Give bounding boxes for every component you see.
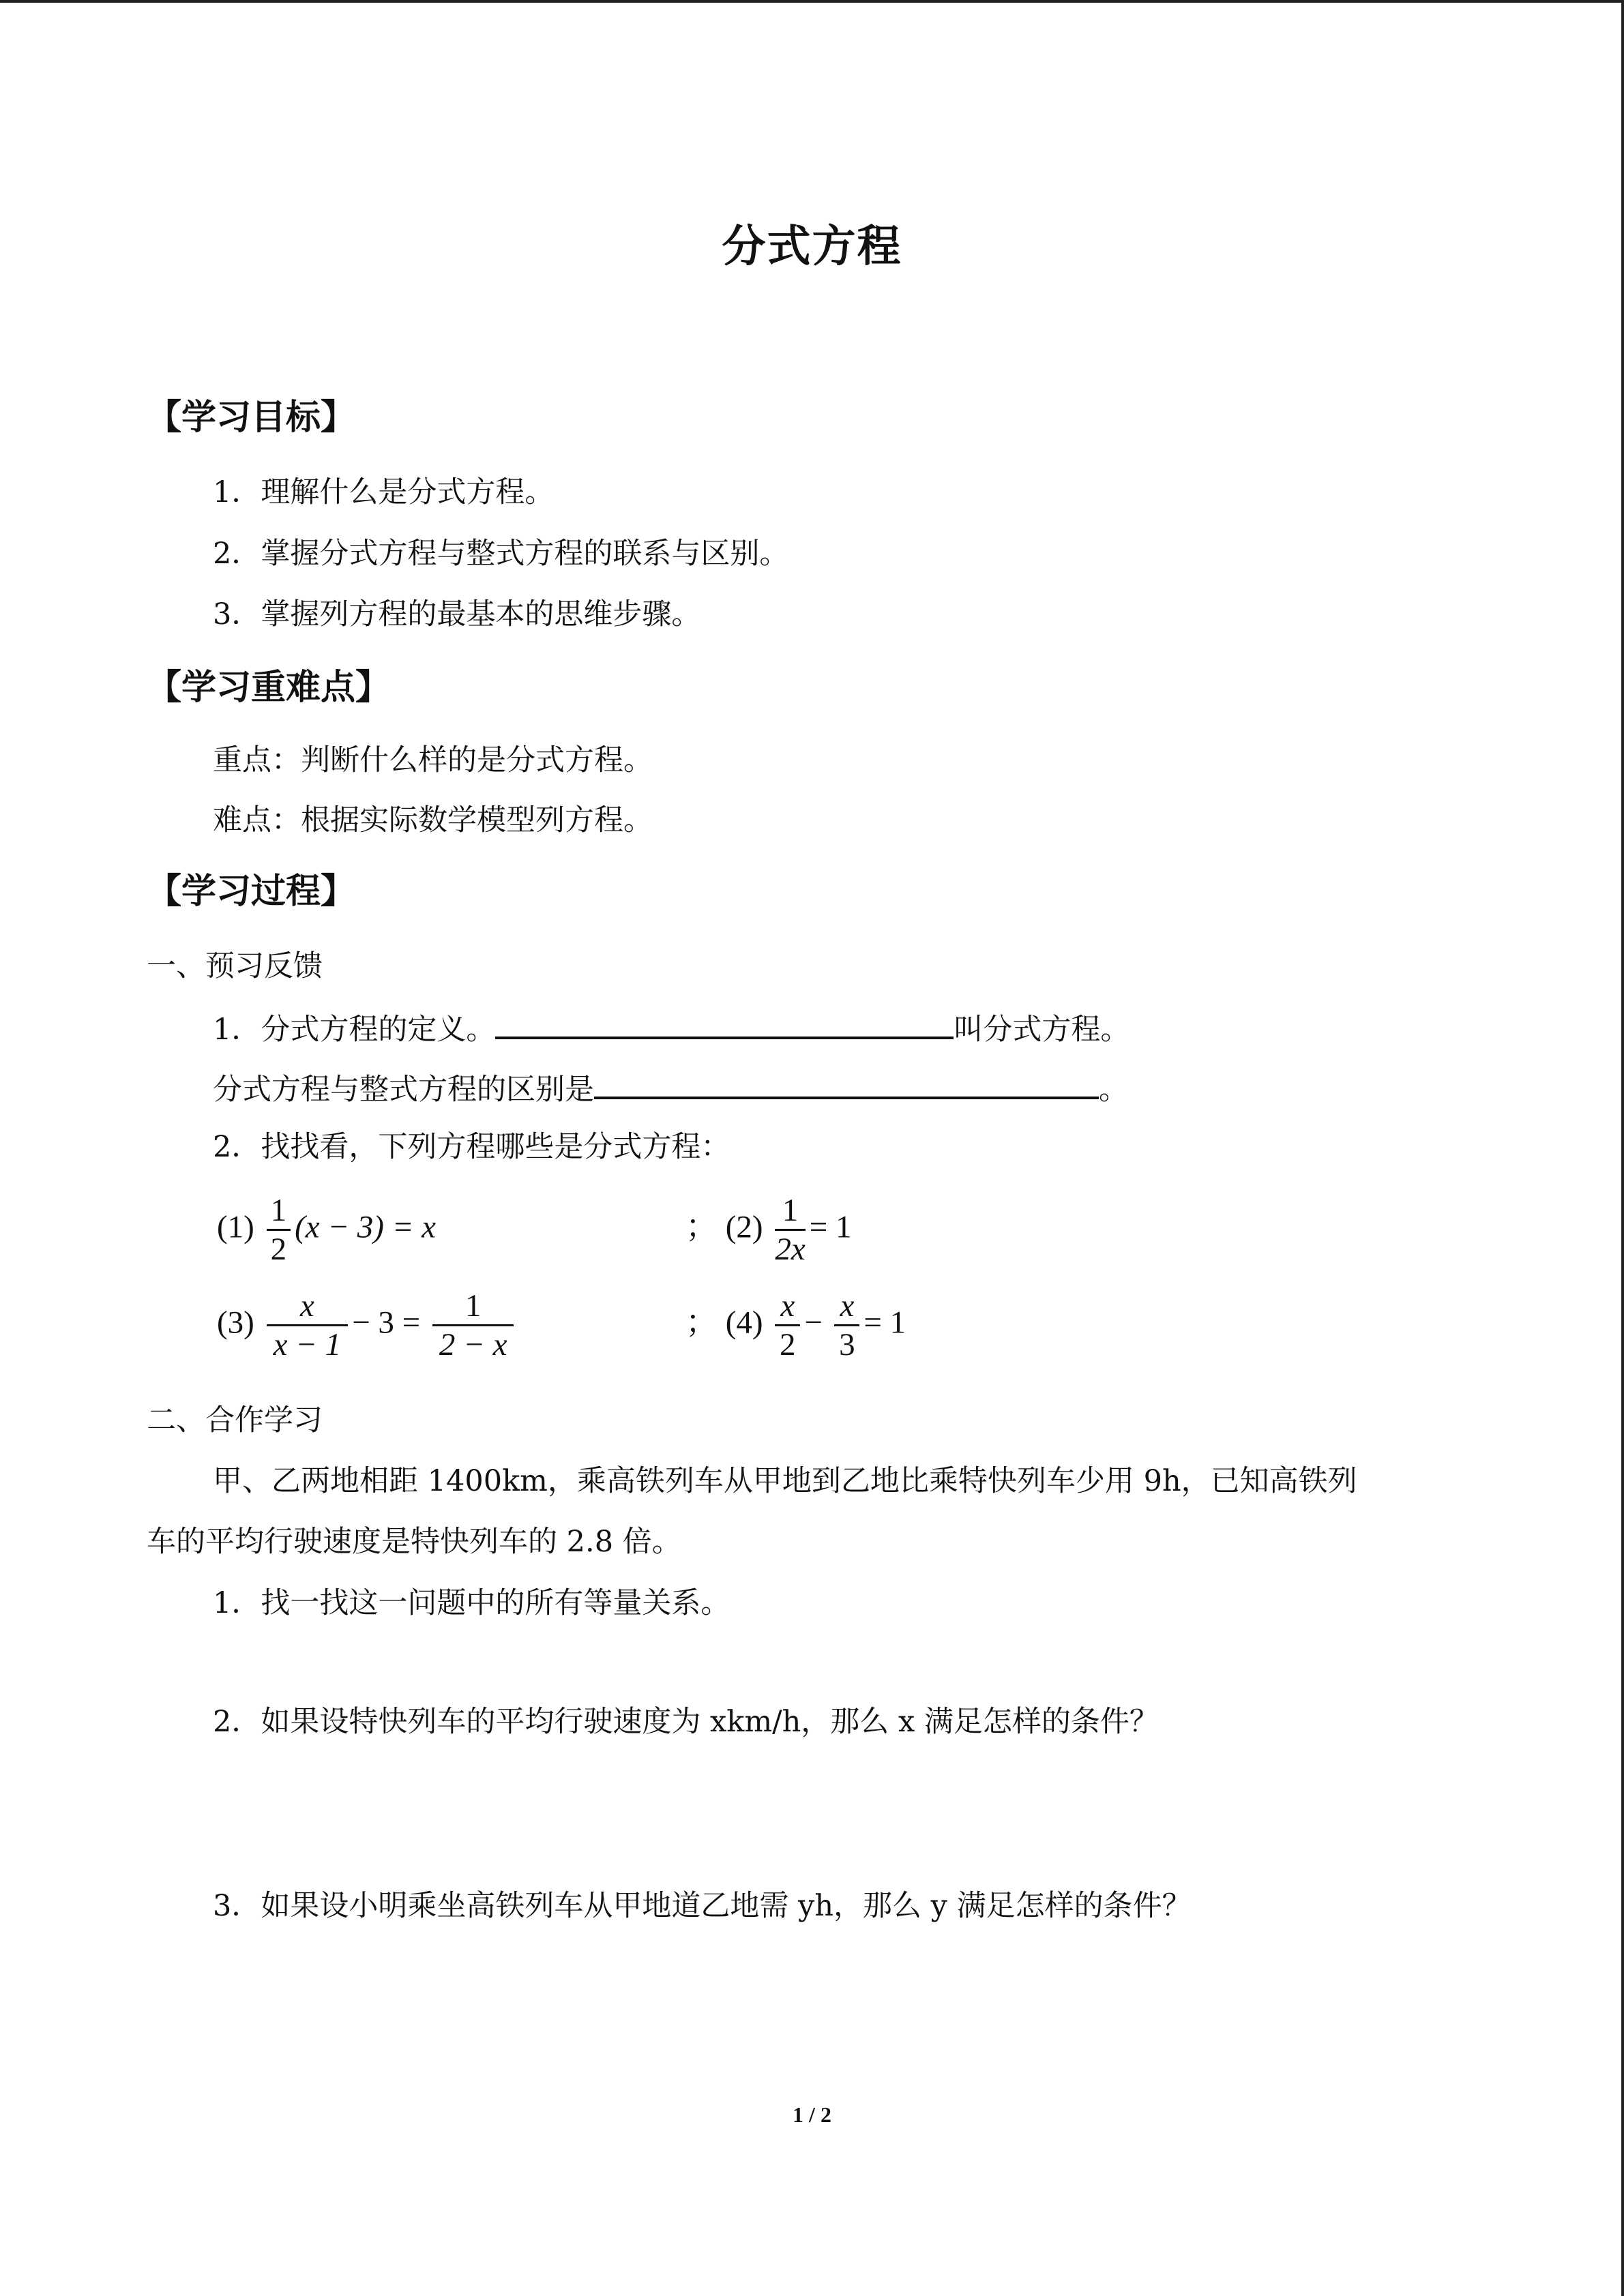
denominator: 2 — [270, 1232, 287, 1268]
page-number: 1 / 2 — [793, 2102, 831, 2127]
equation-operator: − 3 = — [352, 1304, 421, 1341]
denominator: 2x — [775, 1232, 806, 1268]
separator: ； — [685, 1304, 718, 1341]
denominator: 2 − x — [439, 1327, 507, 1363]
cooperate-question-2: 2．如果设特快列车的平均行驶速度为 xkm/h，那么 x 满足怎样的条件？ — [213, 1705, 1159, 1739]
preview-section-title: 一、预习反馈 — [147, 949, 323, 983]
separator: ； — [685, 1209, 718, 1245]
numerator: x — [834, 1287, 859, 1326]
cooperate-question-1: 1．找一找这一问题中的所有等量关系。 — [213, 1586, 730, 1620]
problem-text-line2: 车的平均行驶速度是特快列车的 2.8 倍。 — [147, 1525, 681, 1559]
key-points-heading: 【学习重难点】 — [147, 668, 391, 708]
objective-item: 1．理解什么是分式方程。 — [213, 475, 555, 509]
difference-suffix: 。 — [1099, 1073, 1128, 1107]
focus-text: 重点：判断什么样的是分式方程。 — [213, 743, 653, 777]
equation-1 — [217, 1192, 436, 1268]
equation-2 — [685, 1192, 851, 1268]
difficulty-text: 难点：根据实际数学模型列方程。 — [213, 803, 653, 837]
equation-expression: (x − 3) = x — [295, 1209, 437, 1245]
difference-prefix: 分式方程与整式方程的区别是 — [213, 1073, 594, 1107]
definition-prefix: 1．分式方程的定义。 — [213, 1013, 496, 1047]
cooperate-section-title: 二、合作学习 — [147, 1403, 323, 1437]
definition-suffix: 叫分式方程。 — [954, 1013, 1130, 1047]
fraction — [775, 1287, 800, 1363]
process-heading: 【学习过程】 — [147, 871, 356, 912]
objective-item: 2．掌握分式方程与整式方程的联系与区别。 — [213, 537, 789, 571]
fraction — [432, 1287, 514, 1363]
objectives-heading: 【学习目标】 — [147, 398, 356, 438]
find-equations-question: 2．找找看，下列方程哪些是分式方程： — [213, 1130, 730, 1164]
numerator: 1 — [775, 1192, 805, 1231]
equation-label: (3) — [217, 1304, 254, 1341]
numerator: x — [267, 1287, 349, 1326]
problem-text-line1: 甲、乙两地相距 1400km，乘高铁列车从甲地到乙地比乘特快列车少用 9h，已知高铁列 — [213, 1464, 1357, 1498]
numerator: x — [775, 1287, 800, 1326]
numerator: 1 — [432, 1287, 514, 1326]
equation-expression: = 1 — [809, 1209, 852, 1245]
fraction — [267, 1192, 291, 1268]
denominator: 2 — [780, 1327, 796, 1362]
page-title: 分式方程 — [722, 222, 902, 272]
numerator: 1 — [267, 1192, 291, 1231]
fraction — [267, 1287, 349, 1363]
denominator: x − 1 — [273, 1327, 342, 1363]
equation-operator: − — [804, 1304, 823, 1341]
definition-question — [213, 1009, 1130, 1048]
equation-label: (4) — [725, 1304, 763, 1341]
fraction — [834, 1287, 859, 1363]
difference-question — [213, 1069, 1128, 1108]
objective-item: 3．掌握列方程的最基本的思维步骤。 — [213, 597, 701, 631]
denominator: 3 — [839, 1327, 855, 1362]
equation-expression: = 1 — [863, 1304, 906, 1341]
page-border-top — [0, 0, 1624, 3]
equation-label: (2) — [725, 1209, 763, 1245]
cooperate-question-3: 3．如果设小明乘坐高铁列车从甲地道乙地需 yh，那么 y 满足怎样的条件？ — [213, 1889, 1192, 1923]
fraction — [775, 1192, 805, 1268]
page-border-right — [1621, 0, 1624, 2296]
equation-4 — [685, 1287, 906, 1363]
definition-answer-blank[interactable] — [495, 1009, 954, 1039]
equation-3 — [217, 1287, 518, 1363]
difference-answer-blank[interactable] — [594, 1069, 1099, 1099]
equation-label: (1) — [217, 1209, 254, 1245]
